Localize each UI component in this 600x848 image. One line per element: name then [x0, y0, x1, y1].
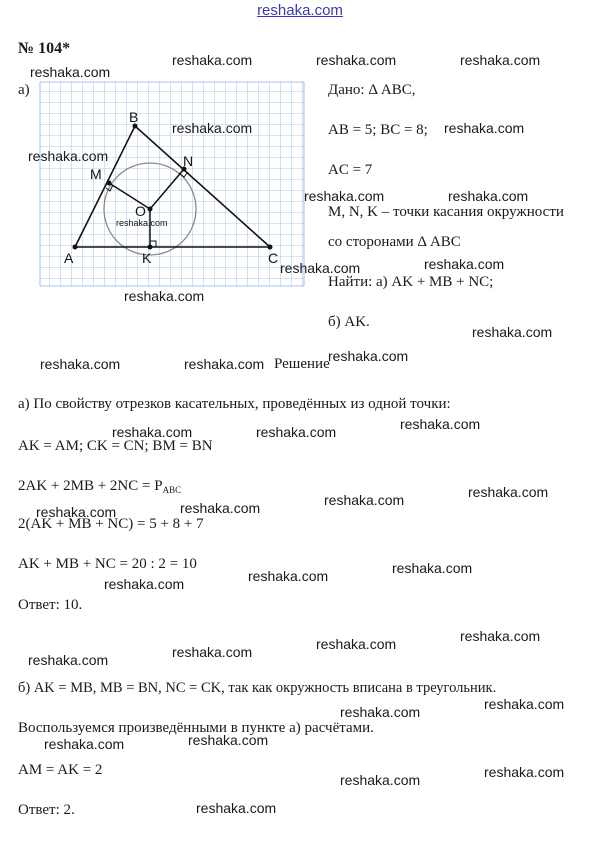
- given-ab-bc: AB = 5; BC = 8;: [328, 122, 428, 138]
- watermark: reshaka.com: [44, 736, 125, 752]
- watermark: reshaka.com: [448, 188, 529, 204]
- solution-heading: Решение: [274, 356, 330, 372]
- watermark: reshaka.com: [172, 52, 253, 68]
- solution-b-intro: б) AK = MB, MB = BN, NC = CK, так как окружность вписана в треугольник.: [18, 680, 497, 696]
- watermark: reshaka.com: [324, 492, 405, 508]
- problem-number: № 104*: [18, 40, 71, 57]
- watermark: reshaka.com: [180, 500, 261, 516]
- watermark: reshaka.com: [172, 644, 253, 660]
- watermark: reshaka.com: [112, 424, 193, 440]
- solution-a-eq4: AK + MB + NC = 20 : 2 = 10: [18, 556, 197, 572]
- point-a: [73, 245, 78, 250]
- watermark: reshaka.com: [316, 52, 397, 68]
- inner-watermark: reshaka.com: [116, 218, 168, 228]
- point-k: [148, 245, 153, 250]
- solution-a-eq2-sub: ABC: [162, 485, 182, 495]
- watermark: reshaka.com: [468, 484, 549, 500]
- watermark: reshaka.com: [316, 636, 397, 652]
- watermark: reshaka.com: [36, 504, 117, 520]
- watermark: reshaka.com: [256, 424, 337, 440]
- watermark: reshaka.com: [424, 256, 505, 272]
- label-b: B: [129, 109, 139, 125]
- watermark: reshaka.com: [104, 576, 185, 592]
- solution-a-eq1: AK = AM; CK = CN; BM = BN: [18, 438, 213, 454]
- watermark: reshaka.com: [392, 560, 473, 576]
- watermark: reshaka.com: [484, 764, 565, 780]
- triangle-incircle-figure: [38, 80, 308, 290]
- point-m: [107, 181, 112, 186]
- site-header-link[interactable]: reshaka.com: [257, 2, 343, 19]
- watermark: reshaka.com: [400, 416, 481, 432]
- watermark: reshaka.com: [172, 120, 253, 136]
- watermark: reshaka.com: [280, 260, 361, 276]
- watermark: reshaka.com: [248, 568, 329, 584]
- solution-b-answer: Ответ: 2.: [18, 802, 75, 818]
- point-o: [148, 207, 153, 212]
- watermark: reshaka.com: [184, 356, 265, 372]
- watermark: reshaka.com: [472, 324, 553, 340]
- watermark: reshaka.com: [484, 696, 565, 712]
- watermark: reshaka.com: [304, 188, 385, 204]
- label-m: M: [90, 166, 102, 182]
- solution-a-eq2-main: 2AK + 2MB + 2NC = P: [18, 478, 163, 494]
- watermark: reshaka.com: [28, 652, 109, 668]
- label-n: N: [183, 153, 194, 169]
- label-k: K: [142, 250, 152, 266]
- watermark: reshaka.com: [196, 800, 277, 816]
- watermark: reshaka.com: [340, 772, 421, 788]
- solution-b-use: Воспользуемся произведёнными в пункте а) расчётами.: [18, 720, 374, 736]
- part-a-marker: а): [18, 82, 30, 98]
- label-a: A: [64, 250, 74, 266]
- given-ac: AC = 7: [328, 162, 373, 178]
- given-title: Дано: Δ ABC,: [328, 82, 416, 98]
- watermark: reshaka.com: [28, 148, 109, 164]
- point-c: [268, 245, 273, 250]
- solution-a-intro: а) По свойству отрезков касательных, проведённых из одной точки:: [18, 396, 451, 412]
- label-c: C: [268, 250, 279, 266]
- watermark: reshaka.com: [460, 52, 541, 68]
- watermark: reshaka.com: [328, 348, 409, 364]
- given-tangent-line-1: M, N, K – точки касания окружности: [328, 204, 564, 220]
- watermark: reshaka.com: [460, 628, 541, 644]
- find-a: Найти: а) AK + MB + NC;: [328, 274, 494, 290]
- solution-b-eq: AM = AK = 2: [18, 762, 103, 778]
- watermark: reshaka.com: [444, 120, 525, 136]
- watermark: reshaka.com: [124, 288, 205, 304]
- watermark: reshaka.com: [30, 64, 111, 80]
- label-o: O: [135, 203, 146, 219]
- given-tangent-line-2: со сторонами Δ ABC: [328, 234, 461, 250]
- watermark: reshaka.com: [40, 356, 121, 372]
- solution-a-eq2: [18, 478, 181, 495]
- find-b: б) AK.: [328, 314, 370, 330]
- solution-a-answer: Ответ: 10.: [18, 597, 83, 613]
- watermark: reshaka.com: [188, 732, 269, 748]
- solution-a-eq3: 2(AK + MB + NC) = 5 + 8 + 7: [18, 516, 204, 532]
- watermark: reshaka.com: [340, 704, 421, 720]
